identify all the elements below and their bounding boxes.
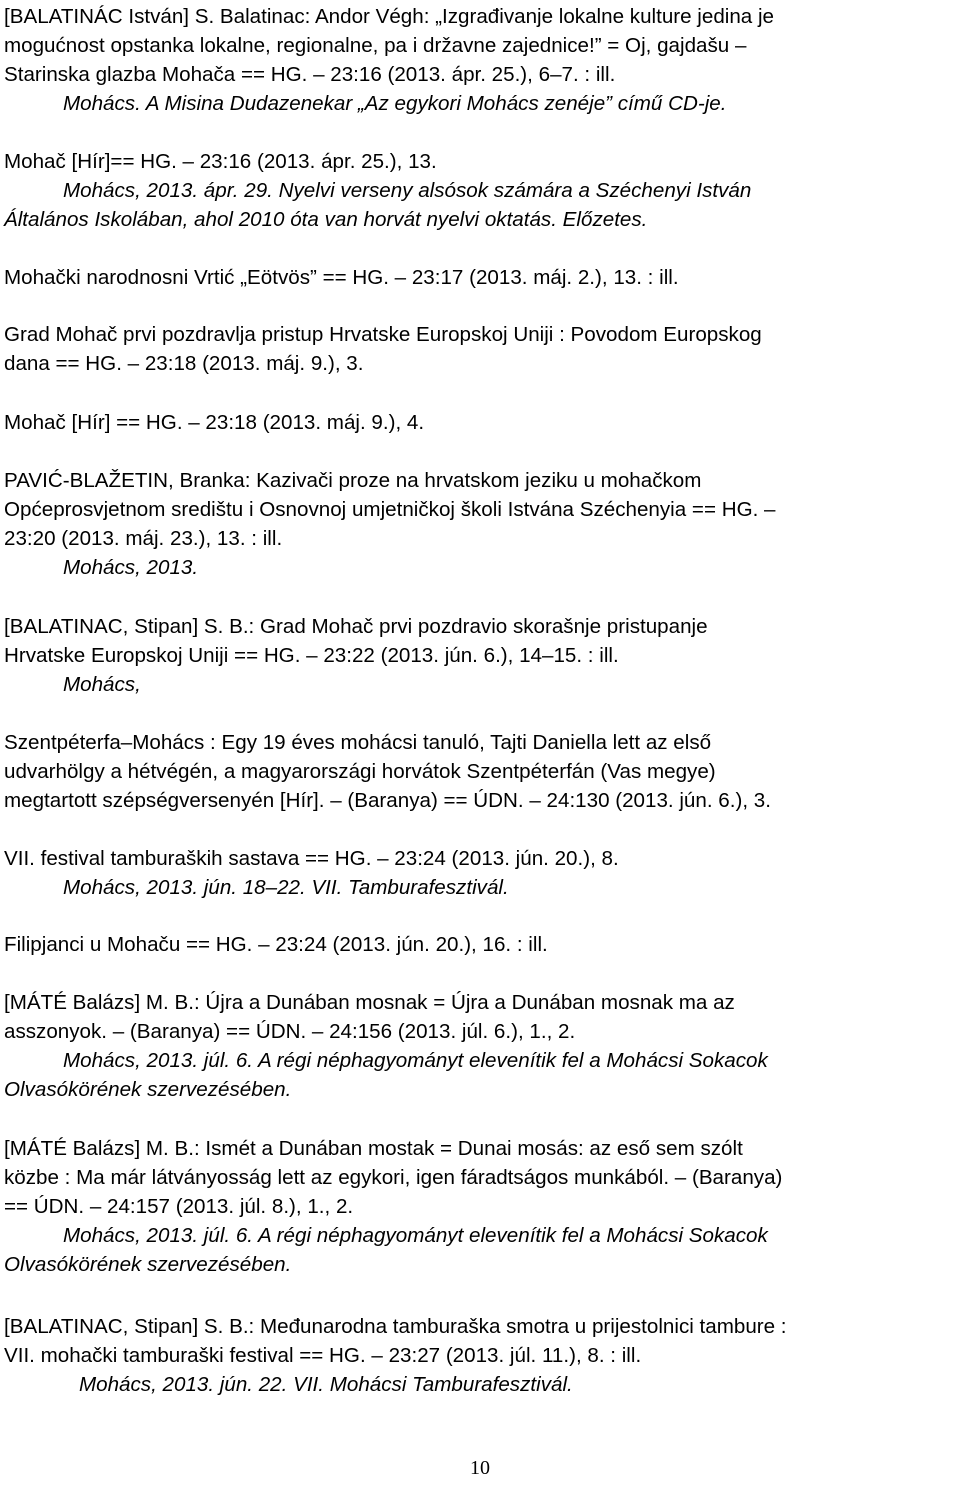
entry-note: Általános Iskolában, ahol 2010 óta van horvát nyelvi oktatás. Előzetes. (4, 208, 648, 231)
entry-note: Mohács, 2013. jún. 22. VII. Mohácsi Tamburafesztivál. (79, 1373, 573, 1396)
bibliography-entry (4, 1134, 782, 1279)
entry-line: [MÁTÉ Balázs] M. B.: Újra a Dunában mosnak = Újra a Dunában mosnak ma az (4, 991, 735, 1014)
entry-note: Mohács, 2013. júl. 6. A régi néphagyományt elevenítik fel a Mohácsi Sokacok (63, 1049, 768, 1072)
bibliography-entry (4, 728, 771, 815)
entry-line: Grad Mohač prvi pozdravlja pristup Hrvatske Europskoj Uniji : Povodom Europskog (4, 323, 762, 346)
entry-line: Starinska glazba Mohača == HG. – 23:16 (2013. ápr. 25.), 6–7. : ill. (4, 63, 616, 86)
entry-line: VII. festival tamburaških sastava == HG. – 23:24 (2013. jún. 20.), 8. (4, 847, 619, 870)
entry-line: [BALATINÁC István] S. Balatinac: Andor Végh: „Izgrađivanje lokalne kulture jedina je (4, 5, 775, 28)
entry-line: Szentpéterfa–Mohács : Egy 19 éves mohácsi tanuló, Tajti Daniella lett az első (4, 731, 712, 754)
bibliography-entry (4, 988, 768, 1104)
entry-line: 23:20 (2013. máj. 23.), 13. : ill. (4, 527, 283, 550)
bibliography-entry (4, 2, 774, 118)
entry-note: Mohács, 2013. (63, 556, 199, 579)
entry-line: Mohački narodnosni Vrtić „Eötvös” == HG. – 23:17 (2013. máj. 2.), 13. : ill. (4, 266, 679, 289)
entry-note: Mohács, (63, 673, 141, 696)
entry-line: mogućnost opstanka lokalne, regionalne, pa i državne zajednice!” = Oj, gajdašu – (4, 34, 747, 57)
page-number: 10 (470, 1457, 490, 1479)
entry-line: Mohač [Hír] == HG. – 23:18 (2013. máj. 9.), 4. (4, 411, 425, 434)
entry-note: Mohács, 2013. jún. 18–22. VII. Tamburafesztivál. (63, 876, 509, 899)
bibliography-entry (4, 1312, 787, 1399)
entry-line: [BALATINAC, Stipan] S. B.: Međunarodna tamburaška smotra u prijestolnici tambure : (4, 1315, 787, 1338)
bibliography-entry (4, 612, 708, 699)
entry-line: dana == HG. – 23:18 (2013. máj. 9.), 3. (4, 352, 364, 375)
bibliography-entry (4, 466, 775, 582)
entry-line: Hrvatske Europskoj Uniji == HG. – 23:22 (2013. jún. 6.), 14–15. : ill. (4, 644, 619, 667)
entry-note: Olvasókörének szervezésében. (4, 1253, 292, 1276)
entry-note: Mohács, 2013. ápr. 29. Nyelvi verseny alsósok számára a Széchenyi István (63, 179, 752, 202)
entry-line: [MÁTÉ Balázs] M. B.: Ismét a Dunában mostak = Dunai mosás: az eső sem szólt (4, 1137, 743, 1160)
entry-line: [BALATINAC, Stipan] S. B.: Grad Mohač prvi pozdravio skorašnje pristupanje (4, 615, 708, 638)
entry-line: asszonyok. – (Baranya) == ÚDN. – 24:156 (2013. júl. 6.), 1., 2. (4, 1020, 576, 1043)
entry-line: VII. mohački tamburaški festival == HG. – 23:27 (2013. júl. 11.), 8. : ill. (4, 1344, 642, 1367)
bibliography-entry (4, 930, 548, 959)
entry-line: PAVIĆ-BLAŽETIN, Branka: Kazivači proze na hrvatskom jeziku u mohačkom (4, 469, 702, 492)
entry-line: közbe : Ma már látványosság lett az egykori, igen fáradtságos munkából. – (Baranya) (4, 1166, 783, 1189)
entry-line: Općeprosvjetnom središtu i Osnovnoj umjetničkoj školi Istvána Széchenyia == HG. – (4, 498, 776, 521)
entry-line: megtartott szépségversenyén [Hír]. – (Baranya) == ÚDN. – 24:130 (2013. jún. 6.), 3. (4, 789, 771, 812)
bibliography-entry (4, 263, 679, 292)
entry-line: Mohač [Hír]== HG. – 23:16 (2013. ápr. 25.), 13. (4, 150, 437, 173)
bibliography-entry (4, 408, 424, 437)
entry-line: udvarhölgy a hétvégén, a magyarországi horvátok Szentpéterfán (Vas megye) (4, 760, 716, 783)
entry-note: Mohács, 2013. júl. 6. A régi néphagyományt elevenítik fel a Mohácsi Sokacok (63, 1224, 768, 1247)
entry-note: Olvasókörének szervezésében. (4, 1078, 292, 1101)
entry-line: == ÚDN. – 24:157 (2013. júl. 8.), 1., 2. (4, 1195, 354, 1218)
bibliography-entry (4, 320, 762, 378)
entry-line: Filipjanci u Mohaču == HG. – 23:24 (2013. jún. 20.), 16. : ill. (4, 933, 548, 956)
entry-note: Mohács. A Misina Dudazenekar „Az egykori Mohács zenéje” című CD-je. (63, 92, 727, 115)
bibliography-entry (4, 844, 619, 902)
bibliography-entry (4, 147, 751, 234)
